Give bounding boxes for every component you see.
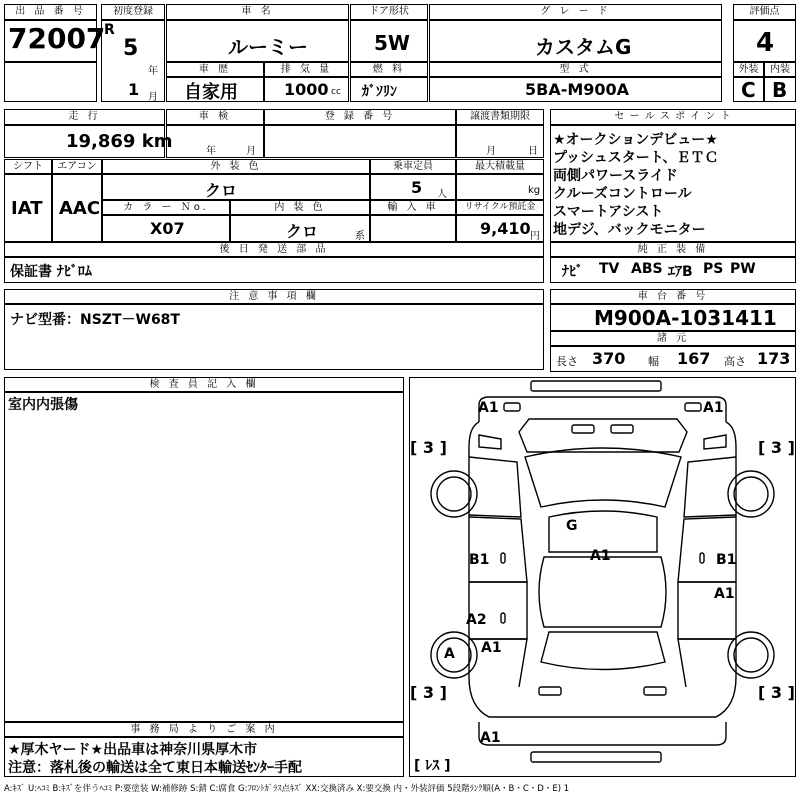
chassis-no: M900A-1031411 [594,306,777,330]
interior-header: 内装 [764,62,796,77]
model: 5BA-M900A [525,80,630,99]
inspector-header: 検 査 員 記 入 欄 [4,377,404,392]
reg-year: 5 [123,36,139,61]
sales-point-item: 地デジ、バックモニター [553,222,706,238]
lot-no: 72007 [8,22,106,55]
door-header: ドア形状 [350,4,428,20]
tire-depth: [ 3 ] [758,683,795,702]
damage-mark: A2 [466,612,487,628]
sales-point-item: スマートアシスト [553,204,664,220]
height-label: 高さ [724,355,746,368]
exterior-grade: C [741,78,756,102]
recycle-unit: 円 [530,231,540,242]
damage-mark: A [444,646,455,662]
transfer-day-unit: 日 [528,146,538,157]
equipment-item: PW [730,261,756,277]
inspection-month-unit: 月 [246,146,256,157]
notes-text: ナビ型番：NSZT－W68T [10,312,180,328]
specs-header: 諸 元 [550,331,796,346]
lot-no-blank [4,62,97,102]
reg-month: 1 [128,80,140,99]
inspection-header: 車 検 [166,109,264,125]
office-line-1: ★厚木ヤード★出品車は神奈川県厚木市 [8,742,258,758]
accessories-header: 後 日 発 送 部 品 [4,242,544,257]
capacity: 5 [411,178,423,197]
recycle: 9,410 [480,219,531,238]
grade-header: グ レ ー ド [429,4,722,20]
month-unit: 月 [148,92,158,103]
tire-depth: [ 3 ] [410,683,447,702]
inspection-year-unit: 年 [206,146,216,157]
damage-mark: B1 [716,552,737,568]
int-color: クロ [286,222,319,241]
height: 173 [757,349,791,368]
spare-tire: [ ﾚｽ ] [414,758,451,774]
sales-point-item: クルーズコントロール [553,186,692,202]
inspector-cell [4,392,404,722]
color-no-header: カ ラ ー Ｎo. [102,200,230,215]
damage-mark: A1 [478,400,499,416]
legend: A:ｷｽﾞ U:ﾍｺﾐ B:ｷｽﾞを伴うﾍｺﾐ P:要塗装 W:補修跡 S:錆 C:腐食 G:ﾌﾛﾝﾄｶﾞﾗｽ点ｷｽﾞ XX:交換済み X:要交換 内・外装評価 5段階ﾗﾝｸ順(A・B・C・D・E) 1 [4,784,570,794]
transfer-month-unit: 月 [486,146,496,157]
equipment-item: ｴｱB [668,264,693,280]
shift-header: シフト [4,159,52,174]
exterior-header: 外装 [733,62,764,77]
damage-mark: A1 [703,400,724,416]
damage-mark: G [566,518,578,534]
grade: カスタムG [535,35,632,59]
interior-grade: B [772,78,788,102]
color-no: X07 [150,219,185,238]
capacity-unit: 人 [437,189,447,200]
length-label: 長さ [556,355,578,368]
sales-point-item: 両側パワースライド [553,168,678,184]
max-load-header: 最大積載量 [456,159,544,174]
width: 167 [677,349,711,368]
displacement-header: 排 気 量 [264,62,349,77]
length: 370 [592,349,626,368]
mileage: 19,869 km [66,131,173,152]
sales-point-item: ★オークションデビュー★ [553,132,718,148]
mileage-header: 走 行 [4,109,165,125]
accessories: 保証書 ﾅﾋﾞﾛﾑ [10,264,92,280]
fuel: ｶﾞｿﾘﾝ [362,84,397,100]
import-header: 輸 入 車 [370,200,456,215]
car-name-header: 車 名 [166,4,349,20]
office-line-2: 注意：落札後の輸送は全て東日本輸送ｾﾝﾀｰ手配 [8,760,302,776]
damage-mark: A1 [714,586,735,602]
ext-color: クロ [205,181,238,200]
damage-mark: B1 [469,552,490,568]
era: R [104,22,115,38]
ac-header: エアコン [52,159,102,174]
int-color-header: 内 装 色 [230,200,370,215]
fuel-header: 燃 料 [350,62,428,77]
import-cell [370,215,456,242]
transfer-header: 譲渡書類期限 [456,109,544,125]
score-header: 評価点 [733,4,796,20]
door-type: 5W [374,31,410,55]
equipment-item: ﾅﾋﾞ [562,264,583,280]
sales-points-header: セ ー ル ス ポ イ ン ト [550,109,796,125]
displacement: 1000 [284,80,329,99]
shift: IAT [11,198,43,219]
chassis-header: 車 台 番 号 [550,289,796,304]
sales-point-item: プッシュスタート、ＥＴＣ [553,150,719,166]
lot-no-header: 出 品 番 号 [4,4,97,20]
notes-header: 注 意 事 項 欄 [4,289,544,304]
score: 4 [756,28,775,58]
car-diagram [409,377,796,777]
history: 自家用 [184,82,238,103]
tire-depth: [ 3 ] [758,438,795,457]
history-header: 車 歴 [166,62,264,77]
reg-no-header: 登 録 番 号 [264,109,456,125]
recycle-header: リサイクル預託金 [456,200,544,215]
equipment-item: TV [599,261,620,277]
capacity-header: 乗車定員 [370,159,456,174]
reg-no-cell [264,125,456,158]
inspector-text: 室内内張傷 [8,397,78,413]
cc-unit: cc [331,87,341,97]
ac: AAC [59,198,101,219]
equipment-header: 純 正 装 備 [550,242,796,257]
year-unit: 年 [148,66,158,77]
model-header: 型 式 [429,62,722,77]
int-color-unit: 系 [355,231,365,242]
tire-depth: [ 3 ] [410,438,447,457]
damage-mark: A1 [481,640,502,656]
car-name: ルーミー [228,35,308,59]
width-label: 幅 [648,355,659,368]
damage-mark: A1 [480,730,501,746]
ext-color-header: 外 装 色 [102,159,370,174]
damage-mark: A1 [590,548,611,564]
max-load-unit: kg [528,185,541,196]
first-reg-header: 初度登録 [101,4,165,20]
office-header: 事 務 局 よ り ご 案 内 [4,722,404,737]
equipment-item: PS [703,261,724,277]
equipment-item: ABS [631,261,663,277]
